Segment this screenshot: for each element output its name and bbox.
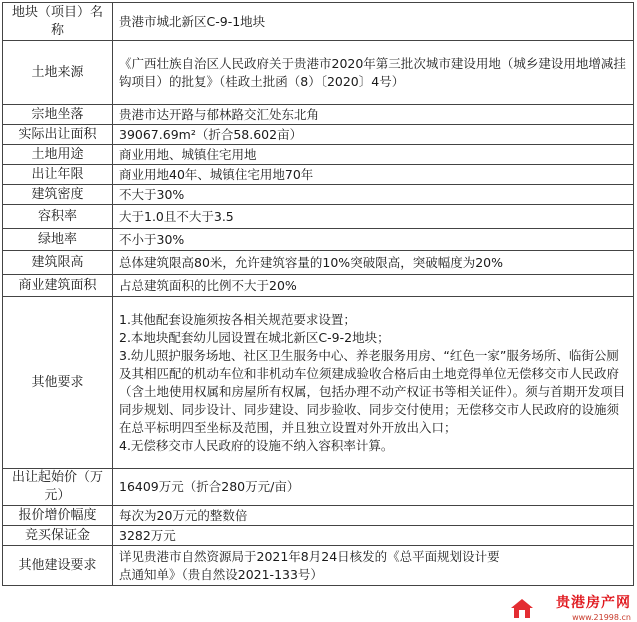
requirement-item: 1.其他配套设施须按各相关规范要求设置；	[119, 311, 356, 327]
requirement-item: 2.本地块配套幼儿园设置在城北新区C-9-2地块；	[119, 329, 390, 345]
table-row	[3, 506, 634, 526]
row-label: 建筑密度	[3, 185, 113, 205]
row-value: 详见贵港市自然资源局于2021年8月24日核发的《总平面规划设计要点通知单》（贵自然设2021-133号）	[113, 546, 634, 586]
requirement-item: 3.幼儿照护服务场地、社区卫生服务中心、养老服务用房、“红色一家”服务场所、临街公厕及其相匹配的机动车位和非机动车位须建成验收合格后由土地竞得单位无偿移交市人民政府（含土地使用权属和房屋所有权属，包括办理不动产权证书等相关证件）。须与首期开发项目同步规划、同步设计、同步建设、同步验收、同步交付使用；无偿移交市人民政府的设施须在总平标明四至坐标及范围，并且独立设置对外开放出入口；	[119, 347, 626, 435]
row-label: 建筑限高	[3, 251, 113, 275]
table-row	[3, 275, 634, 297]
row-label: 报价增价幅度	[3, 506, 113, 526]
table-row	[3, 185, 634, 205]
row-label: 宗地坐落	[3, 105, 113, 125]
table-row	[3, 526, 634, 546]
table-row	[3, 165, 634, 185]
house-logo-icon	[509, 596, 535, 620]
row-value: 每次为20万元的整数倍	[113, 506, 634, 526]
row-value: 总体建筑限高80米，允许建筑容量的10%突破限高，突破幅度为20%	[113, 251, 634, 275]
row-value: 大于1.0且不大于3.5	[113, 205, 634, 229]
row-label: 出让起始价（万元）	[3, 469, 113, 506]
other-requirements-list	[113, 297, 634, 469]
row-value: 16409万元（折合280万元/亩）	[113, 469, 634, 506]
row-label: 出让年限	[3, 165, 113, 185]
row-value: 不大于30%	[113, 185, 634, 205]
row-label: 土地来源	[3, 41, 113, 105]
row-value: 商业用地、城镇住宅用地	[113, 145, 634, 165]
row-label: 地块（项目）名称	[3, 3, 113, 41]
row-label: 实际出让面积	[3, 125, 113, 145]
table-row	[3, 251, 634, 275]
watermark-title: 贵港房产网	[556, 595, 631, 611]
row-value: 贵港市达开路与郁林路交汇处东北角	[113, 105, 634, 125]
table-row	[3, 229, 634, 251]
table-row	[3, 105, 634, 125]
watermark-url: www.21998.cn	[572, 613, 631, 622]
row-value: 3282万元	[113, 526, 634, 546]
table-row	[3, 145, 634, 165]
table-row	[3, 3, 634, 41]
table-row	[3, 205, 634, 229]
row-label: 绿地率	[3, 229, 113, 251]
row-value: 《广西壮族自治区人民政府关于贵港市2020年第三批次城市建设用地（城乡建设用地增减挂钩项目）的批复》（桂政土批函（8）〔2020〕4号）	[113, 41, 634, 105]
row-label: 土地用途	[3, 145, 113, 165]
row-value: 贵港市城北新区C-9-1地块	[113, 3, 634, 41]
row-value: 商业用地40年、城镇住宅用地70年	[113, 165, 634, 185]
land-info-table	[2, 2, 634, 586]
table-row	[3, 469, 634, 506]
row-value: 39067.69m²（折合58.602亩）	[113, 125, 634, 145]
row-label: 容积率	[3, 205, 113, 229]
row-value: 不小于30%	[113, 229, 634, 251]
row-label: 竞买保证金	[3, 526, 113, 546]
row-value: 占总建筑面积的比例不大于20%	[113, 275, 634, 297]
row-label: 其他建设要求	[3, 546, 113, 586]
table-row	[3, 297, 634, 469]
row-label: 商业建筑面积	[3, 275, 113, 297]
table-row	[3, 41, 634, 105]
row-label: 其他要求	[3, 297, 113, 469]
requirement-item: 4.无偿移交市人民政府的设施不纳入容积率计算。	[119, 437, 394, 453]
table-row	[3, 125, 634, 145]
table-row	[3, 546, 634, 586]
